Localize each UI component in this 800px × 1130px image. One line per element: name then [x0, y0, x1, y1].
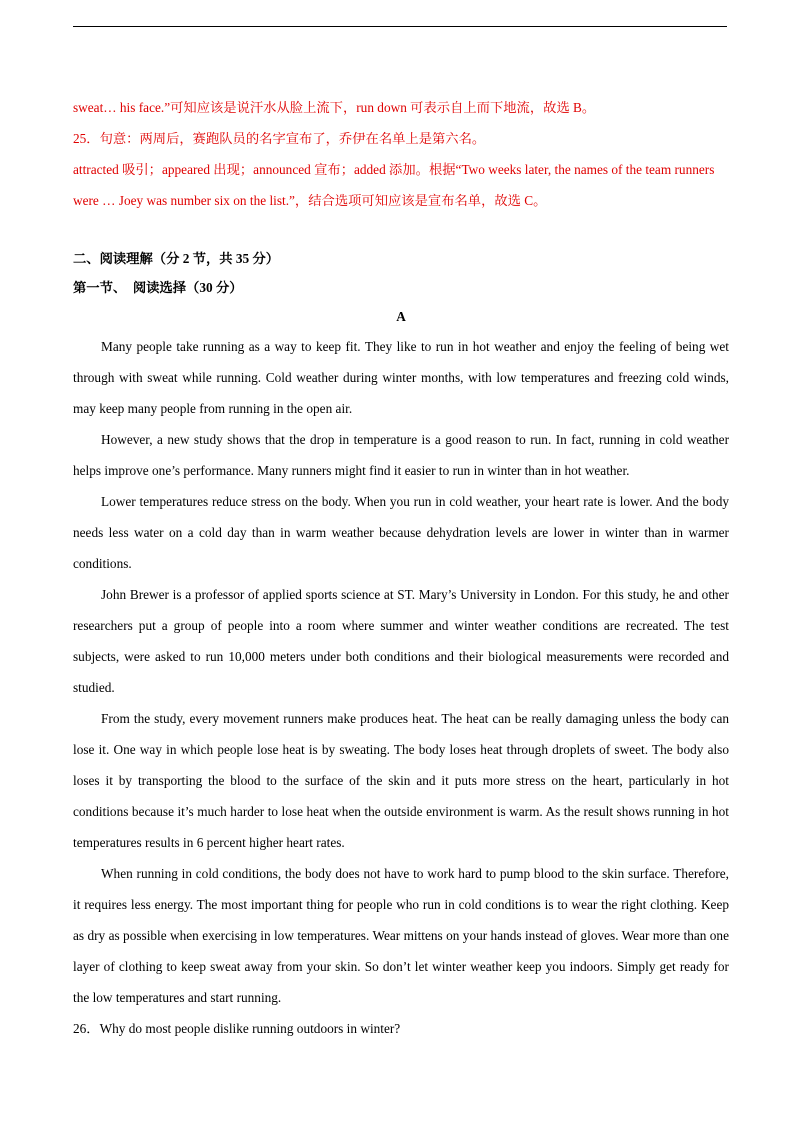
passage-paragraph: However, a new study shows that the drop in temperature is a good reason to run. In fact, running in cold weather helps improve one’s performance. Many runners might find it easier to run in winter than in hot weather. [73, 432, 729, 478]
passage-label: A [396, 309, 406, 324]
passage-paragraph: Lower temperatures reduce stress on the body. When you run in cold weather, your heart rate is lower. And the body needs less water on a cold day than in warm weather because dehydration levels are lower in winter than in warmer conditions. [73, 494, 729, 571]
section-subtitle: 第一节、 阅读选择（30 分） [73, 280, 243, 295]
passage-paragraph: Many people take running as a way to keep fit. They like to run in hot weather and enjoy the feeling of being wet through with sweat while running. Cold weather during winter months, with low temperatures and freezing cold winds, may keep many people from running in the open air. [73, 339, 729, 416]
document-page [73, 92, 729, 1044]
passage-paragraph: From the study, every movement runners make produces heat. The heat can be really damaging unless the body can lose it. One way in which people lose heat is by sweating. The body loses heat through droplets of sweet. The body also loses it by transporting the blood to the surface of the skin and it puts more stress on the heart, particularly in hot conditions because it’s much harder to lose heat when the outside environment is warm. As the result shows running in hot temperatures results in 6 percent higher heart rates. [73, 711, 729, 850]
answer-25-explanation: attracted 吸引；appeared 出现；announced 宣布；added 添加。根据“Two weeks later, the names of the team runners were … Joey was number six on the list.”，结合选项可知应该是宣布名单，故选 C。 [73, 162, 715, 208]
passage-paragraph: John Brewer is a professor of applied sports science at ST. Mary’s University in London. For this study, he and other researchers put a group of people into a room where summer and winter weather conditions are recreated. The test subjects, were asked to run 10,000 meters under both conditions and their biological measurements were recorded and studied. [73, 587, 729, 695]
header-rule [73, 26, 727, 27]
answer-explanation-line: sweat… his face.”可知应该是说汗水从脸上流下，run down 可表示自上而下地流，故选 B。 [73, 100, 596, 115]
answer-25-translation: 25．句意：两周后，赛跑队员的名字宣布了，乔伊在名单上是第六名。 [73, 131, 486, 146]
section-title: 二、阅读理解（分 2 节，共 35 分） [73, 251, 280, 266]
passage-paragraph: When running in cold conditions, the body does not have to work hard to pump blood to the skin surface. Therefore, it requires less energy. The most important thing for people who run in cold conditions is to wear the right clothing. Keep as dry as possible when exercising in low temperatures. Wear mittens on your hands instead of gloves. Wear more than one layer of clothing to keep sweat away from your skin. So don’t let winter weather keep you indoors. Simply get ready for the low temperatures and start running. [73, 866, 729, 1005]
question-26: 26．Why do most people dislike running outdoors in winter? [73, 1021, 401, 1036]
